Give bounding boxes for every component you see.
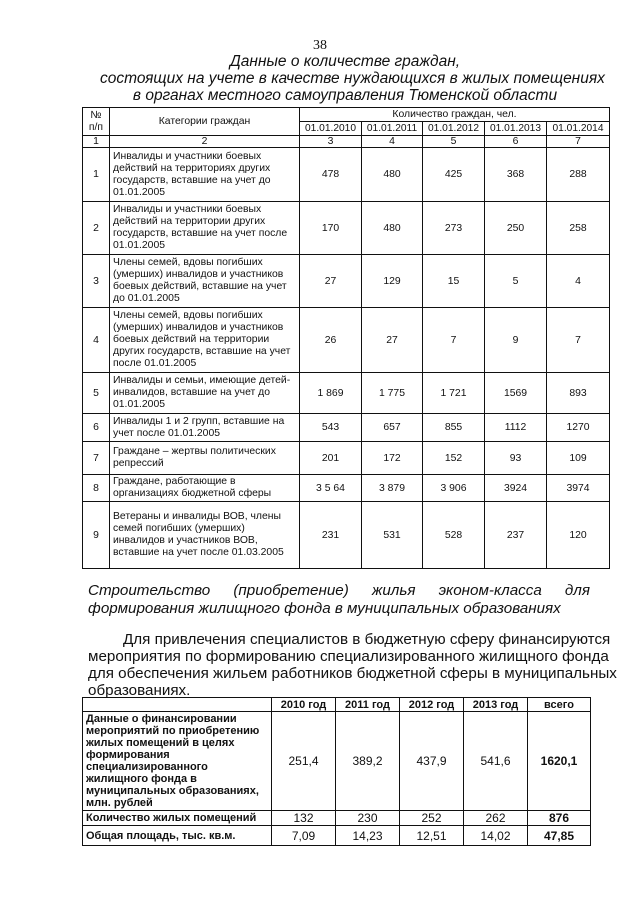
header-year: 2011 год — [336, 698, 400, 712]
row-value: 27 — [362, 308, 423, 373]
row-category: Члены семей, вдовы погибших (умерших) инвалидов и участников боевых действий, вставшие на учет до 01.01.2005 — [110, 255, 300, 308]
row-value: 14,23 — [336, 826, 400, 846]
column-number: 6 — [485, 136, 547, 148]
subtitle-word: эконом-класса — [438, 582, 542, 599]
title-line: состоящих на учете в качестве нуждающихся в жилых помещениях — [100, 70, 605, 87]
row-value: 129 — [362, 255, 423, 308]
row-number: 5 — [83, 373, 110, 414]
row-value: 132 — [272, 811, 336, 826]
table-row — [83, 502, 610, 569]
row-value: 15 — [423, 255, 485, 308]
row-number: 8 — [83, 475, 110, 502]
paragraph-line: Для привлечения специалистов в бюджетную сферу финансируются — [123, 631, 611, 648]
subtitle-word: Строительство — [88, 582, 211, 599]
header-date: 01.01.2012 — [423, 122, 485, 136]
row-value: 1569 — [485, 373, 547, 414]
row-value: 480 — [362, 148, 423, 202]
header-total: всего — [528, 698, 591, 712]
paragraph-line: мероприятия по формированию специализированного жилищного фонда — [88, 648, 609, 665]
column-number: 4 — [362, 136, 423, 148]
subtitle-word: жилья — [371, 582, 416, 599]
table-row — [83, 255, 610, 308]
row-value: 657 — [362, 414, 423, 442]
table-row — [83, 826, 591, 846]
row-value: 480 — [362, 202, 423, 255]
table-row — [83, 414, 610, 442]
title-line: в органах местного самоуправления Тюменской области — [132, 87, 558, 104]
row-category: Ветераны и инвалиды ВОВ, члены семей погибших (умерших) инвалидов и участников ВОВ, вставшие на учет после 01.03.2005 — [110, 502, 300, 569]
row-value: 12,51 — [400, 826, 464, 846]
row-value: 258 — [547, 202, 610, 255]
row-value: 3 879 — [362, 475, 423, 502]
financing-table — [82, 697, 591, 846]
row-value: 7 — [547, 308, 610, 373]
table-row — [83, 148, 610, 202]
row-value: 273 — [423, 202, 485, 255]
row-value: 288 — [547, 148, 610, 202]
row-value: 528 — [423, 502, 485, 569]
row-category: Инвалиды и участники боевых действий на территориях других государств, вставшие на учет до 01.01.2005 — [110, 148, 300, 202]
row-value: 231 — [300, 502, 362, 569]
row-category: Инвалиды и семьи, имеющие детей-инвалидов, вставшие на учет до 01.01.2005 — [110, 373, 300, 414]
header-year: 2012 год — [400, 698, 464, 712]
row-value: 5 — [485, 255, 547, 308]
row-value: 893 — [547, 373, 610, 414]
row-value: 368 — [485, 148, 547, 202]
row-value: 7,09 — [272, 826, 336, 846]
table-row — [83, 308, 610, 373]
row-value: 27 — [300, 255, 362, 308]
row-value: 14,02 — [464, 826, 528, 846]
row-number: 1 — [83, 148, 110, 202]
row-label: Количество жилых помещений — [83, 811, 272, 826]
table-row — [83, 442, 610, 475]
subtitle-word: для — [564, 582, 590, 599]
row-value: 425 — [423, 148, 485, 202]
row-value: 152 — [423, 442, 485, 475]
row-label: Общая площадь, тыс. кв.м. — [83, 826, 272, 846]
row-value: 855 — [423, 414, 485, 442]
row-value: 251,4 — [272, 712, 336, 811]
row-value: 543 — [300, 414, 362, 442]
header-year: 2010 год — [272, 698, 336, 712]
row-number: 6 — [83, 414, 110, 442]
column-number: 5 — [423, 136, 485, 148]
row-total: 876 — [528, 811, 591, 826]
header-count: Количество граждан, чел. — [300, 108, 610, 122]
row-value: 172 — [362, 442, 423, 475]
table-row — [83, 373, 610, 414]
row-value: 252 — [400, 811, 464, 826]
row-value: 478 — [300, 148, 362, 202]
row-value: 201 — [300, 442, 362, 475]
row-category: Граждане – жертвы политических репрессий — [110, 442, 300, 475]
row-value: 389,2 — [336, 712, 400, 811]
column-number: 1 — [83, 136, 110, 148]
row-number: 9 — [83, 502, 110, 569]
subtitle-line — [88, 582, 590, 600]
row-value: 3924 — [485, 475, 547, 502]
header-date: 01.01.2010 — [300, 122, 362, 136]
row-value: 250 — [485, 202, 547, 255]
row-value: 541,6 — [464, 712, 528, 811]
row-value: 262 — [464, 811, 528, 826]
column-number: 2 — [110, 136, 300, 148]
row-value: 437,9 — [400, 712, 464, 811]
table-row — [83, 475, 610, 502]
header-category: Категории граждан — [110, 108, 300, 136]
row-value: 3974 — [547, 475, 610, 502]
row-value: 7 — [423, 308, 485, 373]
row-category: Инвалиды и участники боевых действий на территории других государств, вставшие на учет после 01.01.2005 — [110, 202, 300, 255]
row-value: 120 — [547, 502, 610, 569]
row-value: 9 — [485, 308, 547, 373]
row-label: Данные о финансировании мероприятий по приобретению жилых помещений в целях формирования специализированного жилищного фонда в муниципальных образованиях, млн. рублей — [83, 712, 272, 811]
paragraph-line: для обеспечения жильем работников бюджетной сферы в муниципальных — [88, 665, 617, 682]
row-value: 1 775 — [362, 373, 423, 414]
row-value: 1112 — [485, 414, 547, 442]
column-number: 7 — [547, 136, 610, 148]
row-number: 3 — [83, 255, 110, 308]
row-number: 4 — [83, 308, 110, 373]
subtitle-word: (приобретение) — [233, 582, 349, 599]
row-value: 93 — [485, 442, 547, 475]
row-value: 237 — [485, 502, 547, 569]
header-year: 2013 год — [464, 698, 528, 712]
row-value: 1 721 — [423, 373, 485, 414]
table-row — [83, 712, 591, 811]
table-row — [83, 202, 610, 255]
header-row-number: № п/п — [83, 108, 110, 136]
header-date: 01.01.2014 — [547, 122, 610, 136]
row-number: 2 — [83, 202, 110, 255]
row-value: 1 869 — [300, 373, 362, 414]
body-paragraph — [88, 631, 617, 699]
subtitle-line: формирования жилищного фонда в муниципальных образованиях — [88, 600, 561, 617]
header-date: 01.01.2011 — [362, 122, 423, 136]
column-number: 3 — [300, 136, 362, 148]
row-value: 109 — [547, 442, 610, 475]
document-title — [100, 53, 605, 104]
row-category: Инвалиды 1 и 2 групп, вставшие на учет после 01.01.2005 — [110, 414, 300, 442]
row-value: 531 — [362, 502, 423, 569]
row-value: 3 906 — [423, 475, 485, 502]
table-row — [83, 811, 591, 826]
header-empty — [83, 698, 272, 712]
page-number: 38 — [313, 38, 327, 53]
row-value: 1270 — [547, 414, 610, 442]
row-value: 170 — [300, 202, 362, 255]
citizens-waiting-list-table — [82, 107, 610, 569]
row-category: Члены семей, вдовы погибших (умерших) инвалидов и участников боевых действий на территории других государств, вставшие на учет после 01.01.2005 — [110, 308, 300, 373]
row-value: 4 — [547, 255, 610, 308]
row-total: 47,85 — [528, 826, 591, 846]
row-value: 26 — [300, 308, 362, 373]
row-value: 230 — [336, 811, 400, 826]
header-date: 01.01.2013 — [485, 122, 547, 136]
paragraph-line: образованиях. — [88, 682, 191, 699]
row-category: Граждане, работающие в организациях бюджетной сферы — [110, 475, 300, 502]
row-total: 1620,1 — [528, 712, 591, 811]
row-value: 3 5 64 — [300, 475, 362, 502]
title-line: Данные о количестве граждан, — [229, 53, 461, 70]
section-subtitle — [88, 582, 590, 618]
row-number: 7 — [83, 442, 110, 475]
